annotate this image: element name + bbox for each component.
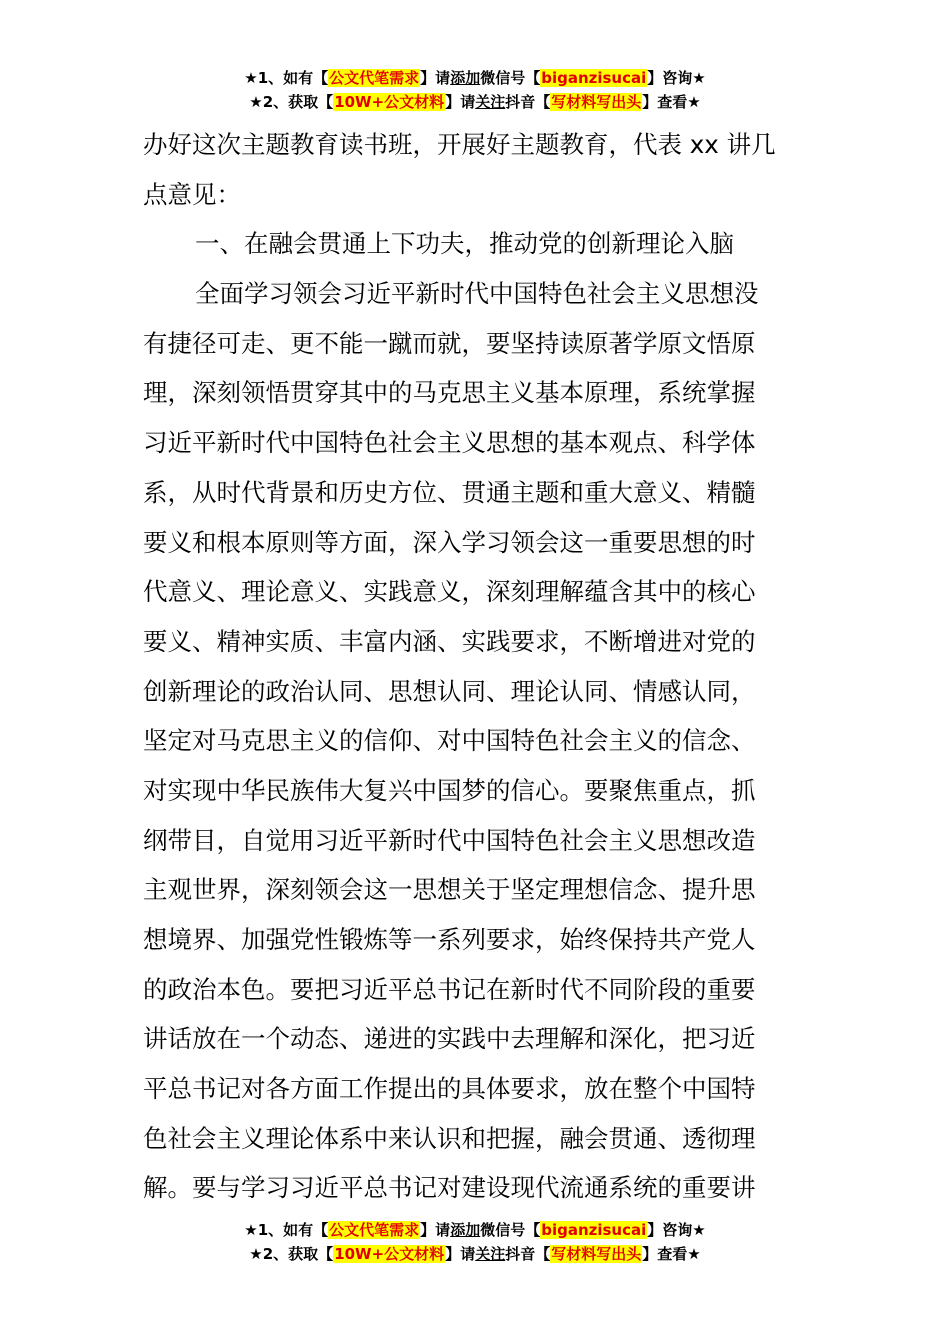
highlight-text: 10W+公文材料 (334, 1245, 445, 1263)
promo-line-1: ★1、如有【公文代笔需求】请添加微信号【biganzisucai】咨询★ (244, 1221, 706, 1239)
intro-line: 办好这次主题教育读书班，开展好主题教育，代表 xx 讲几 (143, 130, 776, 159)
paragraph-line: 代意义、理论意义、实践意义，深刻理解蕴含其中的核心 (143, 577, 756, 607)
top-promo-banner (0, 66, 950, 114)
paragraph-line: 想境界、加强党性锻炼等一系列要求，始终保持共产党人 (143, 925, 756, 954)
paragraph-line: 色社会主义理论体系中来认识和把握，融会贯通、透彻理 (143, 1123, 756, 1153)
paragraph-line: 纲带目，自觉用习近平新时代中国特色社会主义思想改造 (143, 825, 756, 855)
paragraph-line: 全面学习领会习近平新时代中国特色社会主义思想没 (195, 279, 759, 309)
promo-line-2: ★2、获取【10W+公文材料】请关注抖音【写材料写出头】查看★ (249, 1245, 701, 1263)
highlight-text: 10W+公文材料 (334, 93, 445, 111)
promo-line-1: ★1、如有【公文代笔需求】请添加微信号【biganzisucai】咨询★ (244, 69, 706, 87)
paragraph-line: 的政治本色。要把习近平总书记在新时代不同阶段的重要 (143, 974, 756, 1004)
bottom-promo-banner (0, 1218, 950, 1266)
highlight-text: 公文代笔需求 (329, 69, 420, 87)
section-heading: 一、在融会贯通上下功夫，推动党的创新理论入脑 (195, 229, 734, 259)
paragraph-line: 习近平新时代中国特色社会主义思想的基本观点、科学体 (143, 428, 756, 458)
highlight-text: 公文代笔需求 (329, 1221, 420, 1239)
paragraph-line: 要义和根本原则等方面，深入学习领会这一重要思想的时 (143, 527, 756, 557)
paragraph-line: 要义、精神实质、丰富内涵、实践要求，不断增进对党的 (143, 626, 756, 656)
paragraph-line: 讲话放在一个动态、递进的实践中去理解和深化，把习近 (143, 1024, 756, 1054)
paragraph-line: 系，从时代背景和历史方位、贯通主题和重大意义、精髓 (143, 477, 756, 507)
paragraph-line: 对实现中华民族伟大复兴中国梦的信心。要聚焦重点，抓 (143, 775, 756, 805)
paragraph-line: 有捷径可走、更不能一蹴而就，要坚持读原著学原文悟原 (143, 328, 756, 358)
intro-line: 点意见： (143, 179, 241, 209)
paragraph-line: 解。要与学习习近平总书记对建设现代流通系统的重要讲 (143, 1173, 756, 1203)
wechat-id: biganzisucai (541, 1221, 647, 1239)
document-body (143, 120, 809, 1213)
wechat-id: biganzisucai (541, 69, 647, 87)
paragraph-line: 创新理论的政治认同、思想认同、理论认同、情感认同， (143, 676, 756, 706)
paragraph-line: 坚定对马克思主义的信仰、对中国特色社会主义的信念、 (143, 726, 756, 756)
paragraph-line: 平总书记对各方面工作提出的具体要求，放在整个中国特 (143, 1074, 756, 1104)
promo-line-2: ★2、获取【10W+公文材料】请关注抖音【写材料写出头】查看★ (249, 93, 701, 111)
douyin-id: 写材料写出头 (551, 93, 642, 111)
paragraph-line: 主观世界，深刻领会这一思想关于坚定理想信念、提升思 (143, 875, 756, 905)
paragraph-line: 理，深刻领悟贯穿其中的马克思主义基本原理，系统掌握 (143, 378, 756, 408)
douyin-id: 写材料写出头 (551, 1245, 642, 1263)
